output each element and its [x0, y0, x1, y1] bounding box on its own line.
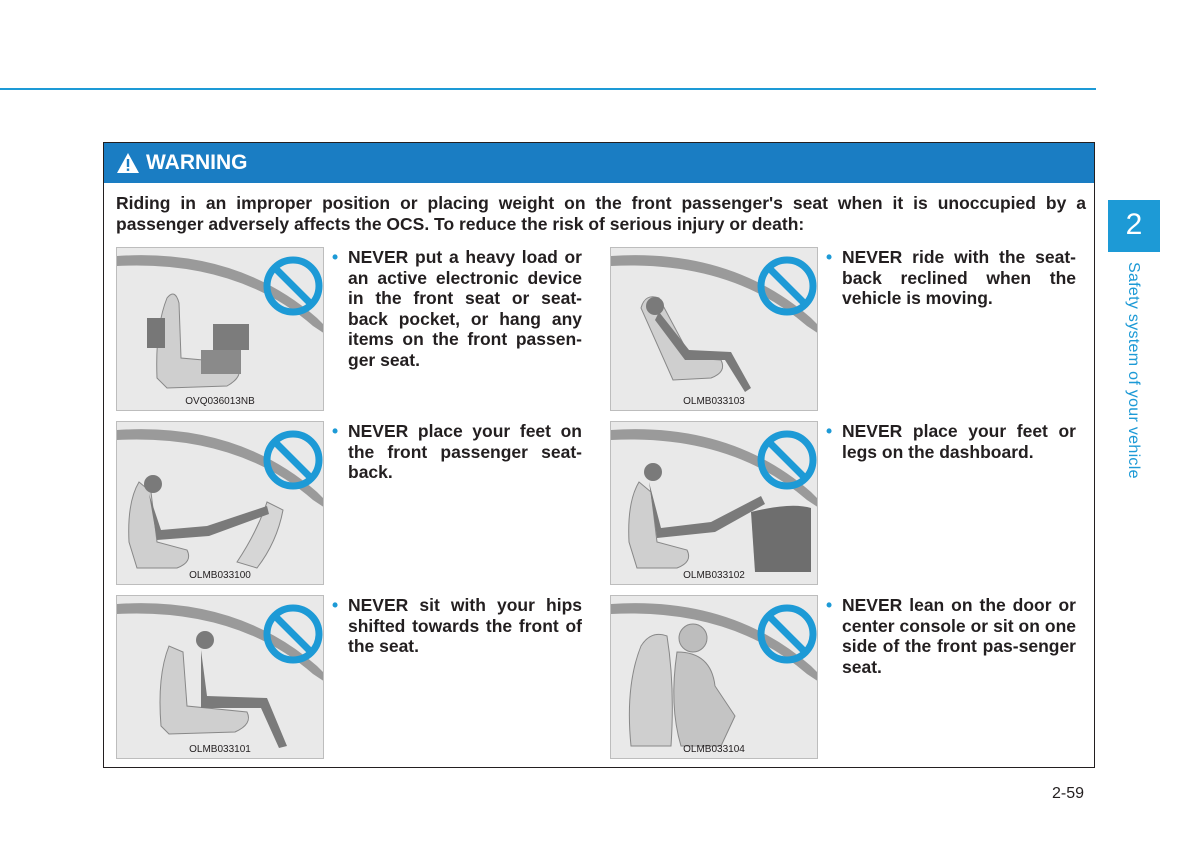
warning-intro: Riding in an improper position or placing weight on the front passenger's seat when it is unoccupied by a passenger adversely affects the OCS. To reduce the risk of serious injury or death: [116, 193, 1086, 234]
warning-header [104, 143, 1094, 183]
bullet-dot: • [826, 595, 833, 615]
bullet-dot: • [826, 247, 833, 267]
bullet-text: • NEVER place your feet on the front passenger seat-back. [332, 421, 582, 482]
bullet-text: • NEVER ride with the seat-back reclined when the vehicle is moving. [826, 247, 1076, 308]
bullet-text: • NEVER lean on the door or center console or sit on one side of the front pas-senger seat. [826, 595, 1076, 677]
illustration-feet-on-seatback [116, 421, 324, 585]
bullet-dot: • [332, 421, 339, 441]
figure-code: OLMB033101 [189, 744, 251, 755]
chapter-tab [1108, 200, 1160, 252]
illustration-leaning-side [610, 595, 818, 759]
bullet-dot: • [826, 421, 833, 441]
chapter-title: Safety system of your vehicle [1125, 262, 1142, 479]
bullet-text: • NEVER sit with your hips shifted towards the front of the seat. [332, 595, 582, 656]
warning-box [103, 142, 1095, 768]
warning-triangle-icon [116, 152, 140, 174]
page-number: 2-59 [1052, 785, 1085, 802]
bullet-dot: • [332, 595, 339, 615]
figure-code: OLMB033103 [683, 396, 745, 407]
chapter-number: 2 [1125, 208, 1143, 241]
top-rule [0, 88, 1096, 90]
illustration-hips-forward [116, 595, 324, 759]
bullet-dot: • [332, 247, 339, 267]
warning-title: WARNING [146, 151, 248, 174]
bullet-text: • NEVER place your feet or legs on the dashboard. [826, 421, 1076, 462]
figure-code: OLMB033104 [683, 744, 745, 755]
illustration-reclined-seat [610, 247, 818, 411]
figure-code: OLMB033102 [683, 570, 745, 581]
figure-code: OVQ036013NB [185, 396, 255, 407]
illustration-feet-on-dashboard [610, 421, 818, 585]
bullet-text: • NEVER put a heavy load or an active electronic device in the front seat or seat-back pocket, or hang any items on the front passen-ger seat. [332, 247, 582, 370]
illustration-heavy-load [116, 247, 324, 411]
figure-code: OLMB033100 [189, 570, 251, 581]
